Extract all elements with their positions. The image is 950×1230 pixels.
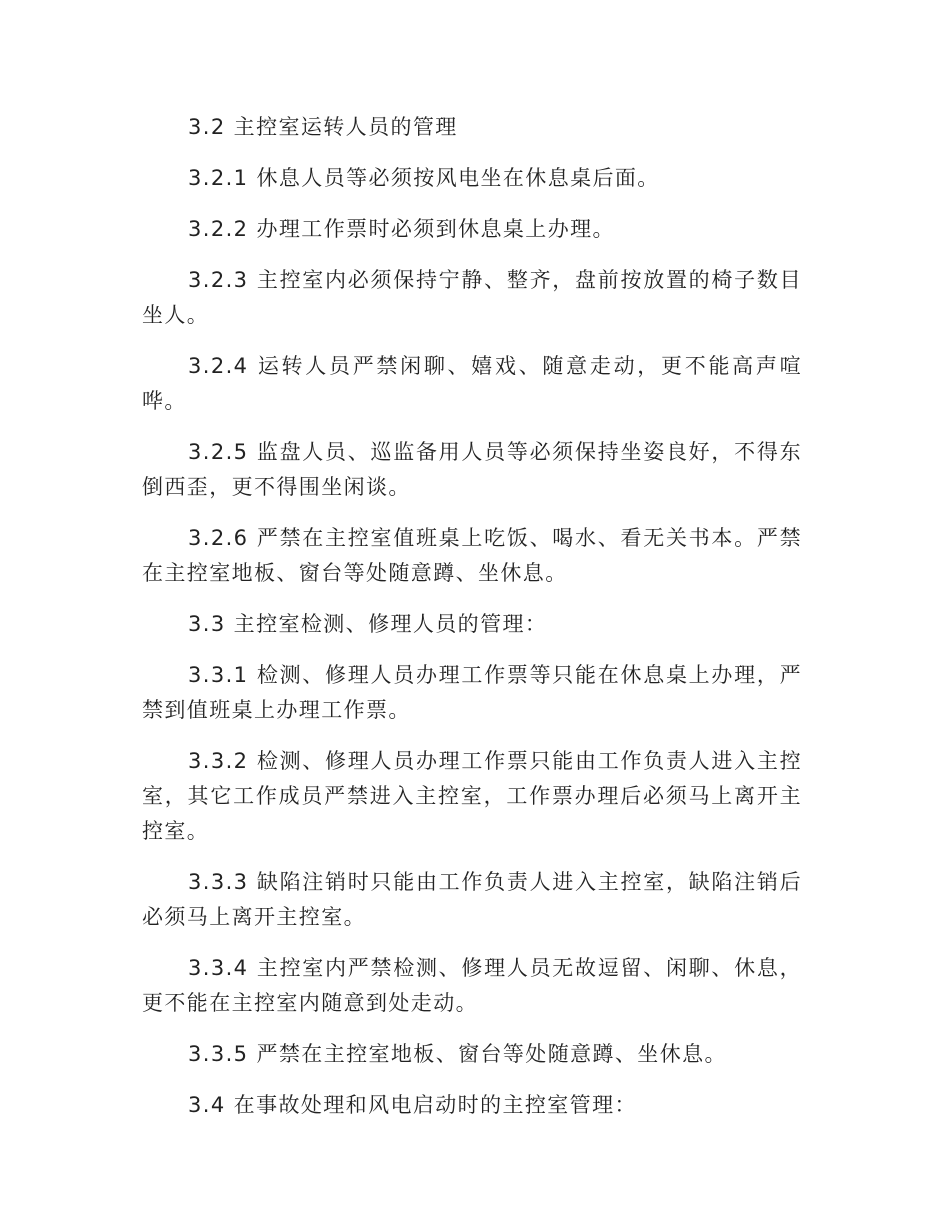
clause-3-3-5: 3.3.5 严禁在主控室地板、窗台等处随意蹲、坐休息。	[188, 1042, 727, 1066]
clause-3-2-6: 3.2.6 严禁在主控室值班桌上吃饭、喝水、看无关书本。严禁在主控室地板、窗台等处随意蹲、坐休息。	[142, 526, 802, 585]
document-body	[142, 110, 802, 1139]
clause-3-3-4: 3.3.4 主控室内严禁检测、修理人员无故逗留、闲聊、休息，更不能在主控室内随意到处走动。	[142, 956, 802, 1015]
clause-3-2-2: 3.2.2 办理工作票时必须到休息桌上办理。	[188, 217, 615, 241]
clause-3-2-3: 3.2.3 主控室内必须保持宁静、整齐，盘前按放置的椅子数目坐人。	[142, 268, 802, 327]
clause-3-2-5: 3.2.5 监盘人员、巡监备用人员等必须保持坐姿良好，不得东倒西歪，更不得围坐闲谈。	[142, 440, 802, 499]
clause-3-3-3: 3.3.3 缺陷注销时只能由工作负责人进入主控室，缺陷注销后必须马上离开主控室。	[142, 870, 802, 929]
clause-3-2-4: 3.2.4 运转人员严禁闲聊、嬉戏、随意走动，更不能高声喧哗。	[142, 354, 802, 413]
section-heading-3-2: 3.2 主控室运转人员的管理	[188, 115, 458, 139]
clause-3-3-1: 3.3.1 检测、修理人员办理工作票等只能在休息桌上办理，严禁到值班桌上办理工作票。	[142, 663, 802, 722]
section-heading-3-4: 3.4 在事故处理和风电启动时的主控室管理：	[188, 1093, 637, 1117]
clause-3-2-1: 3.2.1 休息人员等必须按风电坐在休息桌后面。	[188, 166, 660, 190]
clause-3-3-2: 3.3.2 检测、修理人员办理工作票只能由工作负责人进入主控室，其它工作成员严禁进入主控室，工作票办理后必须马上离开主控室。	[142, 749, 802, 843]
section-heading-3-3: 3.3 主控室检测、修理人员的管理：	[188, 612, 548, 636]
